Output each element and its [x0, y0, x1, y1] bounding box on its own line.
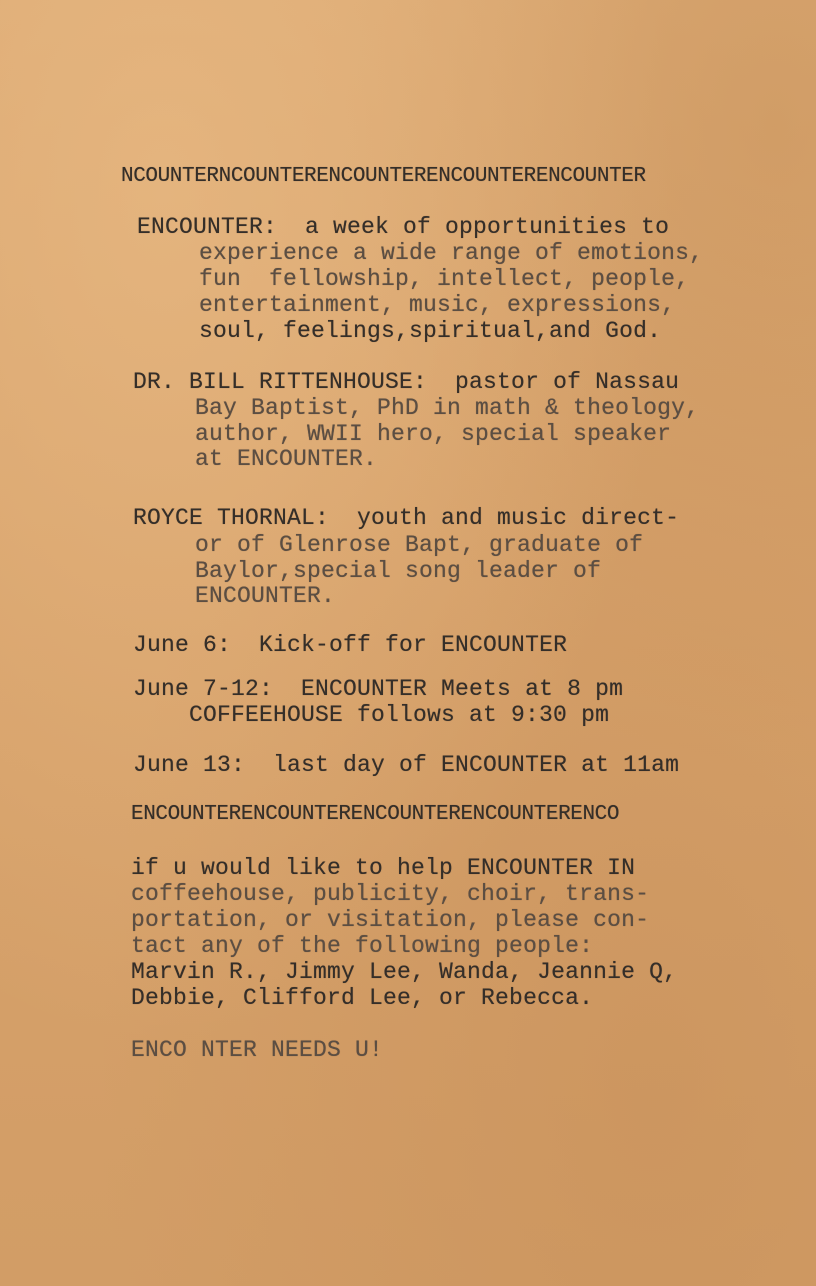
- intro-line: soul, feelings,spiritual,and God.: [199, 318, 662, 344]
- banner-bottom: ENCOUNTERENCOUNTERENCOUNTERENCOUNTERENCO: [131, 803, 620, 826]
- closing-line: ENCO NTER NEEDS U!: [131, 1037, 384, 1063]
- schedule-line: June 13: last day of ENCOUNTER at 11am: [133, 752, 680, 778]
- intro-line: fun fellowship, intellect, people,: [199, 266, 690, 292]
- help-line: Marvin R., Jimmy Lee, Wanda, Jeannie Q,: [131, 959, 678, 985]
- speaker-line: Bay Baptist, PhD in math & theology,: [195, 395, 700, 421]
- leader-line: Baylor,special song leader of: [195, 558, 602, 584]
- help-line: portation, or visitation, please con-: [131, 907, 650, 933]
- speaker-line: author, WWII hero, special speaker: [195, 421, 672, 447]
- intro-line: ENCOUNTER: a week of opportunities to: [137, 214, 670, 240]
- schedule-line: June 6: Kick-off for ENCOUNTER: [133, 632, 568, 658]
- speaker-line: at ENCOUNTER.: [195, 446, 378, 472]
- schedule-line: COFFEEHOUSE follows at 9:30 pm: [189, 702, 610, 728]
- intro-line: experience a wide range of emotions,: [199, 240, 704, 266]
- speaker-line: DR. BILL RITTENHOUSE: pastor of Nassau: [133, 369, 680, 395]
- help-line: Debbie, Clifford Lee, or Rebecca.: [131, 985, 594, 1011]
- schedule-line: June 7-12: ENCOUNTER Meets at 8 pm: [133, 676, 624, 702]
- intro-line: entertainment, music, expressions,: [199, 292, 676, 318]
- leader-line: or of Glenrose Bapt, graduate of: [195, 532, 644, 558]
- help-line: tact any of the following people:: [131, 933, 594, 959]
- help-line: if u would like to help ENCOUNTER IN: [131, 855, 636, 881]
- leader-line: ENCOUNTER.: [195, 583, 336, 609]
- help-line: coffeehouse, publicity, choir, trans-: [131, 881, 650, 907]
- leader-line: ROYCE THORNAL: youth and music direct-: [133, 505, 680, 531]
- banner-top: NCOUNTERNCOUNTERENCOUNTERENCOUNTERENCOUNTER: [121, 165, 646, 188]
